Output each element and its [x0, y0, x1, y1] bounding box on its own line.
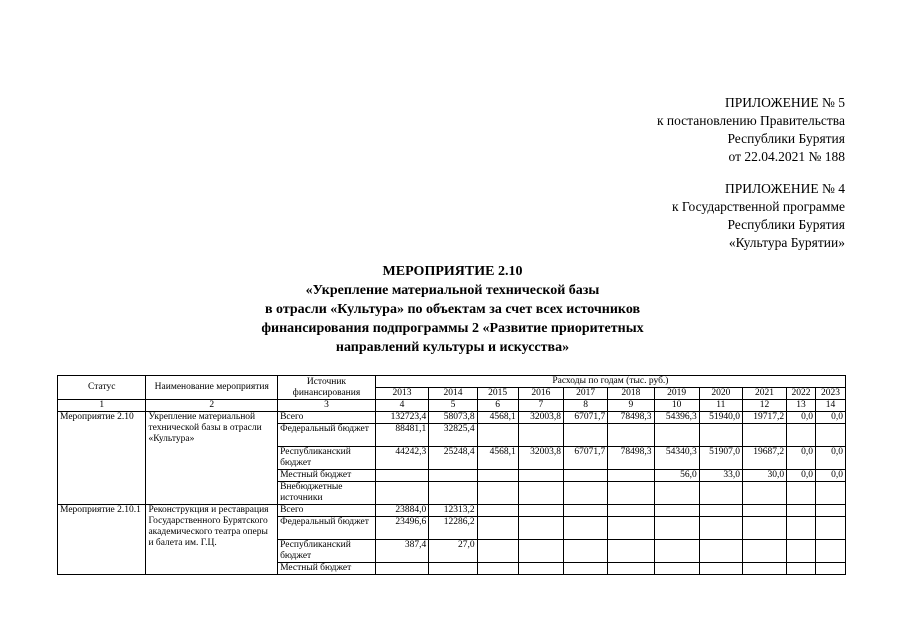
- year-header: 2014: [429, 388, 477, 400]
- value-cell: [787, 482, 816, 505]
- event-name-cell: Укрепление материальной технической базы в отрасли «Культура»: [146, 412, 278, 505]
- column-number: 9: [608, 400, 654, 412]
- year-header: 2013: [375, 388, 428, 400]
- value-cell: 132723,4: [375, 412, 428, 424]
- year-header: 2019: [654, 388, 699, 400]
- value-cell: [477, 424, 518, 447]
- value-cell: [375, 482, 428, 505]
- value-cell: 78498,3: [608, 412, 654, 424]
- value-cell: [654, 482, 699, 505]
- value-cell: [564, 563, 608, 575]
- source-cell: Внебюджетные источники: [278, 482, 376, 505]
- column-numbers-row: [58, 400, 846, 412]
- value-cell: [564, 517, 608, 540]
- value-cell: [564, 505, 608, 517]
- value-cell: 88481,1: [375, 424, 428, 447]
- value-cell: [518, 505, 563, 517]
- value-cell: [815, 424, 845, 447]
- appendix-4-line: ПРИЛОЖЕНИЕ № 4: [724, 181, 845, 196]
- value-cell: [699, 482, 742, 505]
- value-cell: 19687,2: [742, 447, 786, 470]
- value-cell: [742, 505, 786, 517]
- value-cell: [699, 505, 742, 517]
- value-cell: [815, 482, 845, 505]
- value-cell: 0,0: [787, 447, 816, 470]
- status-cell: Мероприятие 2.10: [58, 412, 146, 505]
- status-cell: Мероприятие 2.10.1: [58, 505, 146, 575]
- value-cell: 67071,7: [564, 447, 608, 470]
- value-cell: [815, 505, 845, 517]
- header-name: Наименование мероприятия: [146, 376, 278, 400]
- value-cell: 0,0: [815, 447, 845, 470]
- year-header: 2017: [564, 388, 608, 400]
- source-cell: Республиканский бюджет: [278, 447, 376, 470]
- column-number: 6: [477, 400, 518, 412]
- value-cell: 58073,8: [429, 412, 477, 424]
- value-cell: [518, 540, 563, 563]
- value-cell: 0,0: [815, 412, 845, 424]
- value-cell: 32003,8: [518, 447, 563, 470]
- appendix-5-block: [657, 94, 845, 166]
- source-cell: Республиканский бюджет: [278, 540, 376, 563]
- source-cell: Всего: [278, 412, 376, 424]
- value-cell: 387,4: [375, 540, 428, 563]
- header-status: Статус: [58, 376, 146, 400]
- document-title: [0, 262, 905, 357]
- value-cell: [429, 470, 477, 482]
- value-cell: 25248,4: [429, 447, 477, 470]
- value-cell: [699, 517, 742, 540]
- title-line: направлений культуры и искусства»: [335, 340, 570, 355]
- value-cell: 32825,4: [429, 424, 477, 447]
- value-cell: [608, 424, 654, 447]
- value-cell: [654, 505, 699, 517]
- value-cell: [477, 517, 518, 540]
- value-cell: 23496,6: [375, 517, 428, 540]
- value-cell: [608, 505, 654, 517]
- value-cell: 0,0: [787, 412, 816, 424]
- value-cell: 67071,7: [564, 412, 608, 424]
- value-cell: [564, 424, 608, 447]
- appendix-5-line: ПРИЛОЖЕНИЕ № 5: [724, 95, 845, 110]
- year-header: 2022: [787, 388, 816, 400]
- header-expenses: Расходы по годам (тыс. руб.): [375, 376, 845, 388]
- value-cell: [429, 482, 477, 505]
- year-header: 2023: [815, 388, 845, 400]
- value-cell: 12286,2: [429, 517, 477, 540]
- value-cell: [787, 424, 816, 447]
- source-cell: Федеральный бюджет: [278, 517, 376, 540]
- source-cell: Всего: [278, 505, 376, 517]
- year-header: 2016: [518, 388, 563, 400]
- value-cell: [699, 563, 742, 575]
- column-number: 1: [58, 400, 146, 412]
- value-cell: [477, 470, 518, 482]
- value-cell: [815, 563, 845, 575]
- column-number: 3: [278, 400, 376, 412]
- value-cell: [564, 482, 608, 505]
- value-cell: [654, 424, 699, 447]
- column-number: 4: [375, 400, 428, 412]
- value-cell: [518, 482, 563, 505]
- value-cell: [518, 424, 563, 447]
- value-cell: [654, 563, 699, 575]
- title-line: финансирования подпрограммы 2 «Развитие приоритетных: [261, 321, 644, 336]
- title-line: в отрасли «Культура» по объектам за счет всех источников: [264, 302, 641, 317]
- source-cell: Местный бюджет: [278, 470, 376, 482]
- value-cell: [699, 424, 742, 447]
- column-number: 11: [699, 400, 742, 412]
- year-header: 2018: [608, 388, 654, 400]
- value-cell: [742, 563, 786, 575]
- value-cell: [518, 517, 563, 540]
- column-number: 10: [654, 400, 699, 412]
- value-cell: [477, 563, 518, 575]
- column-number: 5: [429, 400, 477, 412]
- value-cell: [608, 517, 654, 540]
- value-cell: [654, 517, 699, 540]
- column-number: 12: [742, 400, 786, 412]
- value-cell: [477, 505, 518, 517]
- value-cell: 33,0: [699, 470, 742, 482]
- year-header: 2015: [477, 388, 518, 400]
- value-cell: 51907,0: [699, 447, 742, 470]
- column-number: 8: [564, 400, 608, 412]
- table-row: [58, 412, 846, 424]
- value-cell: [742, 482, 786, 505]
- appendix-5-line: от 22.04.2021 № 188: [728, 149, 845, 164]
- title-line: МЕРОПРИЯТИЕ 2.10: [382, 264, 523, 279]
- event-name-cell: Реконструкция и реставрация Государственного Бурятского академического театра оперы и балета им. Г.Ц.: [146, 505, 278, 575]
- value-cell: 19717,2: [742, 412, 786, 424]
- value-cell: 12313,2: [429, 505, 477, 517]
- source-cell: Федеральный бюджет: [278, 424, 376, 447]
- year-header: 2021: [742, 388, 786, 400]
- value-cell: 32003,8: [518, 412, 563, 424]
- value-cell: 30,0: [742, 470, 786, 482]
- value-cell: [375, 470, 428, 482]
- header-source: Источник финансирования: [278, 376, 376, 400]
- expenses-table: [57, 375, 846, 575]
- appendix-4-block: [672, 180, 845, 252]
- value-cell: [742, 424, 786, 447]
- value-cell: [787, 517, 816, 540]
- value-cell: 54396,3: [654, 412, 699, 424]
- value-cell: 4568,1: [477, 412, 518, 424]
- value-cell: [608, 563, 654, 575]
- header-row: [58, 376, 846, 388]
- source-cell: Местный бюджет: [278, 563, 376, 575]
- table-row: [58, 505, 846, 517]
- column-number: 7: [518, 400, 563, 412]
- value-cell: 51940,0: [699, 412, 742, 424]
- value-cell: [742, 540, 786, 563]
- value-cell: 56,0: [654, 470, 699, 482]
- appendix-5-line: к постановлению Правительства: [656, 113, 845, 128]
- value-cell: [518, 470, 563, 482]
- value-cell: [742, 517, 786, 540]
- value-cell: [787, 540, 816, 563]
- value-cell: [477, 540, 518, 563]
- value-cell: [429, 563, 477, 575]
- value-cell: 23884,0: [375, 505, 428, 517]
- year-header: 2020: [699, 388, 742, 400]
- value-cell: [608, 482, 654, 505]
- value-cell: [787, 563, 816, 575]
- appendix-5-line: Республики Бурятия: [727, 131, 845, 146]
- value-cell: [375, 563, 428, 575]
- column-number: 2: [146, 400, 278, 412]
- value-cell: [608, 470, 654, 482]
- value-cell: [654, 540, 699, 563]
- value-cell: [815, 540, 845, 563]
- appendix-4-line: «Культура Бурятии»: [728, 235, 845, 250]
- column-number: 14: [815, 400, 845, 412]
- appendix-4-line: Республики Бурятия: [727, 217, 845, 232]
- value-cell: 54340,3: [654, 447, 699, 470]
- value-cell: [564, 470, 608, 482]
- value-cell: [477, 482, 518, 505]
- value-cell: 4568,1: [477, 447, 518, 470]
- value-cell: 0,0: [787, 470, 816, 482]
- column-number: 13: [787, 400, 816, 412]
- value-cell: [787, 505, 816, 517]
- value-cell: [699, 540, 742, 563]
- value-cell: [815, 517, 845, 540]
- value-cell: [518, 563, 563, 575]
- value-cell: [608, 540, 654, 563]
- appendix-4-line: к Государственной программе: [671, 199, 845, 214]
- value-cell: 0,0: [815, 470, 845, 482]
- value-cell: 27,0: [429, 540, 477, 563]
- value-cell: [564, 540, 608, 563]
- value-cell: 44242,3: [375, 447, 428, 470]
- value-cell: 78498,3: [608, 447, 654, 470]
- title-line: «Укрепление материальной технической базы: [305, 283, 600, 298]
